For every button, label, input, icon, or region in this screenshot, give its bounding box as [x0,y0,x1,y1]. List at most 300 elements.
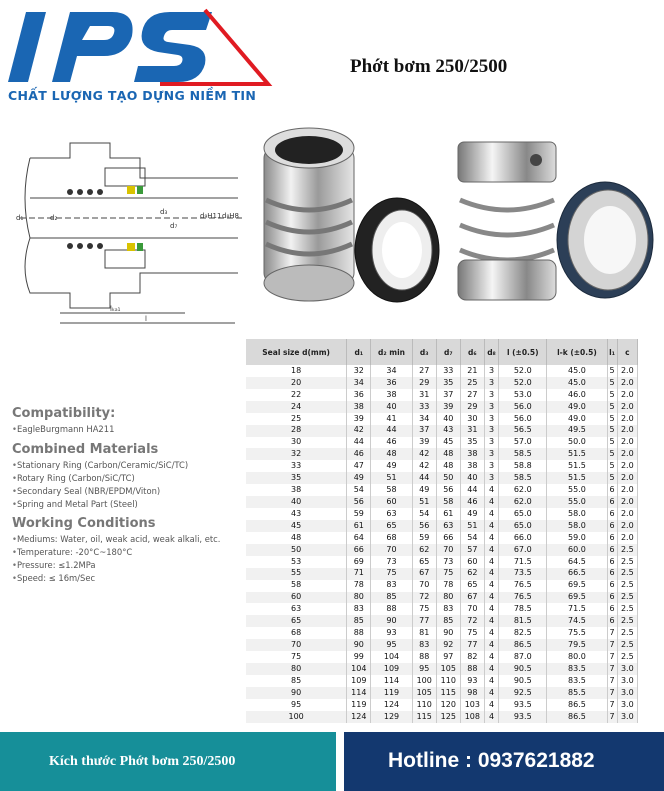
table-cell: 66 [436,532,460,544]
table-cell: 75.5 [547,627,607,639]
table-cell: 45 [246,520,347,532]
table-cell: 2.0 [617,496,637,508]
table-cell: 2.5 [617,603,637,615]
table-cell: 83 [436,603,460,615]
table-cell: 29 [412,377,436,389]
table-row [246,437,638,449]
table-row [246,520,638,532]
table-cell: 6 [607,615,617,627]
table-row [246,389,638,401]
table-cell: 4 [484,556,498,568]
table-row [246,603,638,615]
table-cell: 110 [436,675,460,687]
table-cell: 56.0 [499,413,547,425]
table-cell: 57 [460,544,484,556]
table-cell: 62.0 [499,484,547,496]
table-cell: 5 [607,401,617,413]
drawing-label: lₖₐ₁ [110,305,121,313]
table-cell: 55.0 [547,484,607,496]
table-cell: 38 [371,389,412,401]
table-cell: 70 [436,544,460,556]
table-cell: 90 [436,627,460,639]
table-cell: 2.5 [617,556,637,568]
table-cell: 119 [347,699,371,711]
footer-caption-bar [0,732,336,791]
table-cell: 58.5 [499,472,547,484]
table-cell: 105 [412,687,436,699]
table-row [246,425,638,437]
table-cell: 4 [484,711,498,723]
table-cell: 57.0 [499,437,547,449]
materials-item: • Secondary Seal (NBR/EPDM/Viton) [12,485,188,498]
table-cell: 93 [371,627,412,639]
table-cell: 98 [460,687,484,699]
table-cell: 25 [460,377,484,389]
table-cell: 46 [347,448,371,460]
table-cell: 60 [371,496,412,508]
table-cell: 72 [412,592,436,604]
table-cell: 2.0 [617,401,637,413]
materials-item: • Spring and Metal Part (Steel) [12,498,188,511]
table-cell: 55.0 [547,496,607,508]
table-row [246,615,638,627]
table-cell: 20 [246,377,347,389]
table-cell: 54 [460,532,484,544]
table-cell: 5 [607,365,617,377]
table-cell: 6 [607,484,617,496]
table-cell: 34 [371,365,412,377]
table-cell: 38 [246,484,347,496]
table-cell: 54 [347,484,371,496]
table-cell: 6 [607,520,617,532]
table-cell: 3 [484,472,498,484]
table-cell: 58.8 [499,460,547,472]
table-cell: 65 [246,615,347,627]
table-cell: 71 [347,568,371,580]
table-cell: 39 [412,437,436,449]
table-row [246,663,638,675]
table-cell: 68 [246,627,347,639]
table-cell: 69 [347,556,371,568]
footer [0,732,664,791]
table-cell: 6 [607,592,617,604]
table-cell: 45.0 [547,365,607,377]
table-cell: 59 [412,532,436,544]
table-cell: 25 [246,413,347,425]
table-cell: 18 [246,365,347,377]
table-cell: 72 [460,615,484,627]
table-cell: 37 [412,425,436,437]
table-cell: 81.5 [499,615,547,627]
table-row [246,377,638,389]
table-cell: 5 [607,377,617,389]
table-cell: 4 [484,687,498,699]
table-cell: 49.5 [547,425,607,437]
table-cell: 58 [246,580,347,592]
table-row [246,699,638,711]
table-cell: 64 [347,532,371,544]
table-cell: 37 [436,389,460,401]
table-cell: 4 [484,603,498,615]
table-cell: 50.0 [547,437,607,449]
table-cell: 70 [246,639,347,651]
table-cell: 3.0 [617,675,637,687]
table-cell: 53 [246,556,347,568]
table-cell: 3 [484,437,498,449]
table-cell: 92.5 [499,687,547,699]
table-cell: 5 [607,413,617,425]
conditions-section [12,516,220,585]
table-cell: 46 [460,496,484,508]
page-title: Phớt bơm 250/2500 [350,56,508,77]
column-header: l (±0.5) [499,339,547,365]
table-cell: 110 [412,699,436,711]
table-cell: 2.0 [617,484,637,496]
table-cell: 115 [436,687,460,699]
table-cell: 2.0 [617,437,637,449]
table-row [246,580,638,592]
table-cell: 125 [436,711,460,723]
table-cell: 93.5 [499,699,547,711]
table-cell: 115 [412,711,436,723]
table-cell: 100 [246,711,347,723]
table-cell: 108 [460,711,484,723]
table-cell: 114 [347,687,371,699]
table-cell: 85 [246,675,347,687]
table-cell: 6 [607,603,617,615]
table-cell: 66 [347,544,371,556]
table-row [246,460,638,472]
table-cell: 2.0 [617,520,637,532]
conditions-item: • Pressure: ≤1.2MPa [12,559,220,572]
table-row [246,365,638,377]
table-cell: 59 [347,508,371,520]
table-row [246,675,638,687]
table-body [246,365,638,723]
table-cell: 92 [436,639,460,651]
table-cell: 63 [436,520,460,532]
table-row [246,651,638,663]
table-cell: 83.5 [547,663,607,675]
table-row [246,484,638,496]
table-cell: 27 [460,389,484,401]
table-cell: 56.5 [499,425,547,437]
table-cell: 4 [484,580,498,592]
table-cell: 3 [484,413,498,425]
table-cell: 44 [347,437,371,449]
table-cell: 4 [484,568,498,580]
table-cell: 2.0 [617,532,637,544]
table-cell: 70 [371,544,412,556]
table-cell: 67.0 [499,544,547,556]
table-cell: 49.0 [547,413,607,425]
table-cell: 4 [484,663,498,675]
table-cell: 88 [371,603,412,615]
table-cell: 82 [460,651,484,663]
materials-section [12,442,188,511]
table-cell: 55 [246,568,347,580]
drawing-label: d₁ [16,214,24,222]
table-cell: 82.5 [499,627,547,639]
table-cell: 2.0 [617,425,637,437]
table-cell: 71.5 [547,603,607,615]
table-cell: 52.0 [499,377,547,389]
table-cell: 5 [607,472,617,484]
table-cell: 86.5 [499,639,547,651]
column-header: l₁ [607,339,617,365]
table-cell: 90 [347,639,371,651]
table-cell: 85 [436,615,460,627]
table-cell: 63 [371,508,412,520]
table-cell: 4 [484,615,498,627]
table-cell: 65.0 [499,508,547,520]
hotline-bar[interactable] [344,732,664,791]
table-cell: 2.5 [617,651,637,663]
table-row [246,401,638,413]
table-cell: 2.5 [617,544,637,556]
table-cell: 42 [412,460,436,472]
table-cell: 35 [246,472,347,484]
table-cell: 75 [246,651,347,663]
table-cell: 6 [607,568,617,580]
table-cell: 73.5 [499,568,547,580]
table-cell: 33 [436,365,460,377]
table-cell: 90 [371,615,412,627]
table-cell: 119 [371,687,412,699]
table-cell: 4 [484,496,498,508]
table-cell: 124 [371,699,412,711]
table-cell: 80 [436,592,460,604]
table-cell: 58 [436,496,460,508]
table-cell: 3.0 [617,699,637,711]
table-cell: 2.5 [617,580,637,592]
table-cell: 80.0 [547,651,607,663]
table-cell: 4 [484,651,498,663]
table-cell: 51 [371,472,412,484]
materials-item: • Rotary Ring (Carbon/SiC/TC) [12,472,188,485]
materials-item: • Stationary Ring (Carbon/Ceramic/SiC/TC) [12,459,188,472]
table-cell: 66.5 [547,568,607,580]
table-cell: 3 [484,365,498,377]
table-cell: 2.5 [617,568,637,580]
table-cell: 52.0 [499,365,547,377]
table-cell: 76.5 [499,580,547,592]
table-cell: 50 [246,544,347,556]
table-cell: 104 [371,651,412,663]
technical-drawing [10,118,248,333]
table-cell: 67 [412,568,436,580]
table-cell: 105 [436,663,460,675]
table-row [246,496,638,508]
conditions-item: • Temperature: -20°C~180°C [12,546,220,559]
table-cell: 53.0 [499,389,547,401]
materials-heading: Combined Materials [12,442,159,457]
table-row [246,472,638,484]
table-cell: 43 [246,508,347,520]
column-header: Seal size d(mm) [246,339,347,365]
hotline-text[interactable]: Hotline : 0937621882 [388,749,595,772]
table-cell: 4 [484,627,498,639]
table-cell: 45.0 [547,377,607,389]
product-photo-seal-2 [450,110,660,325]
table-cell: 46 [371,437,412,449]
compatibility-heading: Compatibility: [12,406,116,421]
table-cell: 46.0 [547,389,607,401]
table-cell: 36 [371,377,412,389]
table-cell: 4 [484,532,498,544]
table-cell: 7 [607,663,617,675]
column-header: d₆ [460,339,484,365]
table-cell: 35 [436,377,460,389]
table-cell: 30 [246,437,347,449]
table-row [246,639,638,651]
table-cell: 32 [246,448,347,460]
table-cell: 124 [347,711,371,723]
table-cell: 31 [412,389,436,401]
table-cell: 103 [460,699,484,711]
table-cell: 60 [460,556,484,568]
table-cell: 44 [371,425,412,437]
table-cell: 80 [246,663,347,675]
table-cell: 47 [347,460,371,472]
table-cell: 40 [436,413,460,425]
conditions-heading: Working Conditions [12,516,156,531]
table-cell: 48 [436,460,460,472]
table-cell: 62.0 [499,496,547,508]
table-cell: 5 [607,437,617,449]
table-cell: 66.0 [499,532,547,544]
table-cell: 51.5 [547,472,607,484]
table-cell: 32 [347,365,371,377]
table-cell: 75 [460,627,484,639]
table-cell: 6 [607,496,617,508]
table-cell: 28 [246,425,347,437]
table-cell: 95 [371,639,412,651]
table-row [246,448,638,460]
table-cell: 58 [371,484,412,496]
table-cell: 5 [607,389,617,401]
table-cell: 67 [460,592,484,604]
table-cell: 2.5 [617,627,637,639]
table-cell: 4 [484,639,498,651]
table-cell: 76.5 [499,592,547,604]
table-row [246,508,638,520]
table-cell: 2.5 [617,615,637,627]
table-cell: 7 [607,687,617,699]
table-cell: 56 [412,520,436,532]
table-cell: 61 [436,508,460,520]
table-cell: 63 [246,603,347,615]
table-cell: 78 [347,580,371,592]
table-cell: 75 [436,568,460,580]
table-cell: 2.0 [617,460,637,472]
table-cell: 3.0 [617,687,637,699]
table-cell: 70 [412,580,436,592]
table-header-row [246,339,638,365]
table-cell: 3.0 [617,711,637,723]
table-cell: 4 [484,544,498,556]
table-row [246,627,638,639]
table-cell: 60.0 [547,544,607,556]
table-cell: 33 [246,460,347,472]
table-cell: 58.5 [499,448,547,460]
table-cell: 81 [412,627,436,639]
table-cell: 4 [484,520,498,532]
table-cell: 109 [371,663,412,675]
table-cell: 6 [607,556,617,568]
column-header: d₂ min [371,339,412,365]
table-cell: 56 [436,484,460,496]
table-cell: 65.0 [499,520,547,532]
table-cell: 62 [412,544,436,556]
table-cell: 2.0 [617,377,637,389]
table-cell: 68 [371,532,412,544]
table-cell: 4 [484,699,498,711]
ips-logo-graphic [0,0,280,90]
table-cell: 93 [460,675,484,687]
table-cell: 69.5 [547,580,607,592]
table-cell: 75 [412,603,436,615]
table-cell: 3 [484,460,498,472]
table-cell: 2.5 [617,639,637,651]
table-cell: 88 [347,627,371,639]
table-cell: 6 [607,508,617,520]
conditions-item: • Mediums: Water, oil, weak acid, weak alkali, etc. [12,533,220,546]
table-cell: 34 [347,377,371,389]
table-cell: 93.5 [499,711,547,723]
table-cell: 3 [484,401,498,413]
table-cell: 50 [436,472,460,484]
table-cell: 49.0 [547,401,607,413]
table-cell: 56.0 [499,401,547,413]
table-cell: 80 [347,592,371,604]
drawing-label: d₇ [170,222,178,230]
table-cell: 114 [371,675,412,687]
drawing-label: l [145,315,147,323]
table-cell: 58.0 [547,520,607,532]
table-cell: 43 [436,425,460,437]
table-cell: 6 [607,544,617,556]
table-cell: 77 [460,639,484,651]
table-cell: 56 [347,496,371,508]
brand-logo [0,0,280,110]
table-cell: 83 [412,639,436,651]
table-cell: 79.5 [547,639,607,651]
table-row [246,592,638,604]
table-cell: 44 [412,472,436,484]
table-cell: 48 [436,448,460,460]
table-cell: 74.5 [547,615,607,627]
table-cell: 86.5 [547,699,607,711]
table-cell: 41 [371,413,412,425]
product-photo-seal-1 [252,110,444,325]
table-cell: 36 [347,389,371,401]
table-cell: 4 [484,508,498,520]
table-cell: 42 [412,448,436,460]
table-cell: 65 [412,556,436,568]
table-row [246,413,638,425]
table-cell: 4 [484,592,498,604]
table-cell: 6 [607,532,617,544]
table-cell: 90.5 [499,675,547,687]
column-header: d₇ [436,339,460,365]
table-cell: 2.0 [617,365,637,377]
footer-caption: Kích thước Phớt bơm 250/2500 [49,754,236,769]
table-cell: 73 [436,556,460,568]
table-cell: 2.0 [617,413,637,425]
table-cell: 3 [484,425,498,437]
table-cell: 49 [347,472,371,484]
